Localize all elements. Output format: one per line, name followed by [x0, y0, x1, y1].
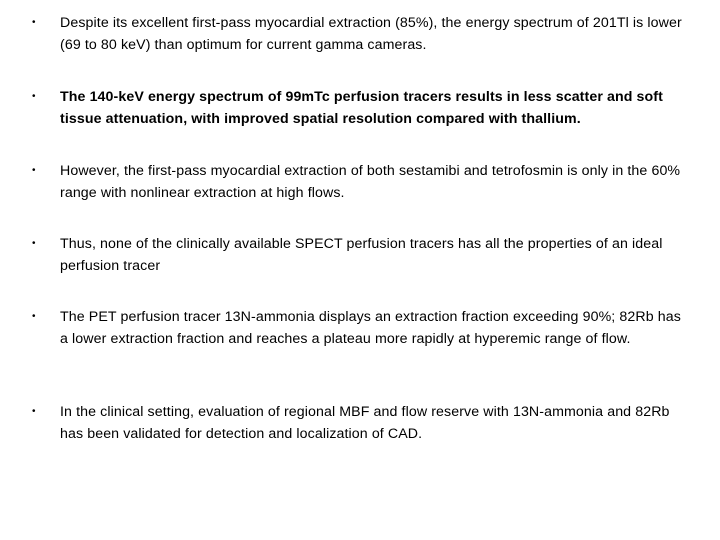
bullet-item — [32, 401, 692, 445]
bullet-text: In the clinical setting, evaluation of regional MBF and flow reserve with 13N-ammonia and 82Rb has been validated for detection and localization of CAD. — [60, 404, 670, 442]
bullet-text: Despite its excellent first-pass myocardial extraction (85%), the energy spectrum of 201Tl is lower (69 to 80 keV) than optimum for current gamma cameras. — [60, 15, 682, 53]
bullet-text: The PET perfusion tracer 13N-ammonia displays an extraction fraction exceeding 90%; 82Rb has a lower extraction fraction and reaches a plateau more rapidly at hyperemic range of flow. — [60, 309, 681, 347]
bullet-marker: • — [32, 165, 36, 176]
bullet-marker: • — [32, 406, 36, 417]
bullet-item — [32, 306, 692, 350]
bullet-item — [32, 160, 692, 204]
bullet-marker: • — [32, 238, 36, 249]
bullet-item — [32, 86, 692, 130]
bullet-item — [32, 233, 692, 277]
bullet-marker: • — [32, 91, 36, 102]
bullet-marker: • — [32, 17, 36, 28]
bullet-text: Thus, none of the clinically available SPECT perfusion tracers has all the properties of an ideal perfusion tracer — [60, 236, 663, 274]
bullet-text: The 140-keV energy spectrum of 99mTc perfusion tracers results in less scatter and soft tissue attenuation, with improved spatial resolution compared with thallium. — [60, 89, 663, 127]
bullet-text: However, the first-pass myocardial extraction of both sestamibi and tetrofosmin is only in the 60% range with nonlinear extraction at high flows. — [60, 163, 681, 201]
bullet-item — [32, 12, 692, 56]
bullet-marker: • — [32, 311, 36, 322]
